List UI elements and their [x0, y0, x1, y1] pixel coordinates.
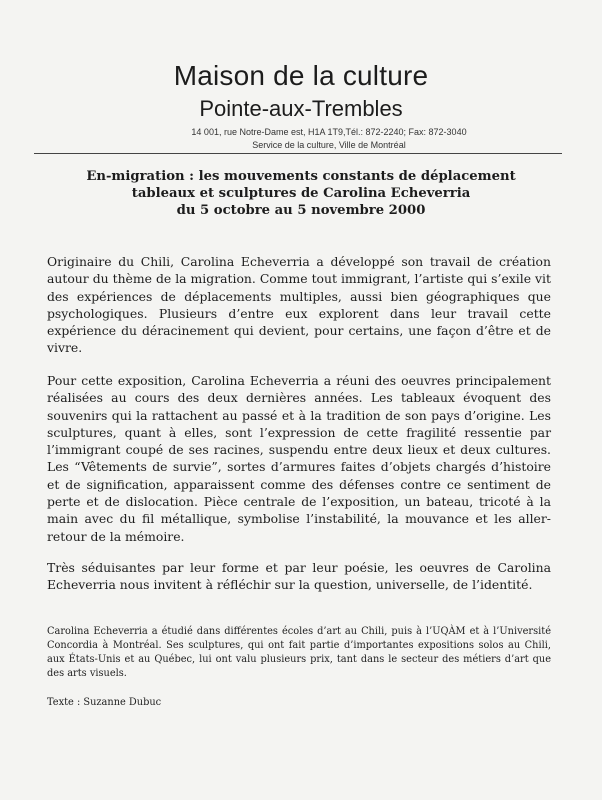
body-paragraph-3: Très séduisantes par leur forme et par leur poésie, les oeuvres de Carolina Echeverria nous invitent à réfléchir sur la question, universelle, de l’identité.	[47, 560, 551, 593]
body-paragraph-2: Pour cette exposition, Carolina Echeverria a réuni des oeuvres principalement réalisées au cours des deux dernières années. Les tableaux évoquent des souvenirs qui la rattachent au passé et à la tradition de son pays d’origine. Les sculptures, quant à elles, sont l’expression de cette fragilité ressentie par l’immigrant coupé de ses racines, suspendu entre deux lieux et deux cultures. Les “Vêtements de survie”, sortes d’armures faites d’objets chargés d’histoire et de signification, apparaissent comme des défenses contre ce sentiment de perte et de dislocation. Pièce centrale de l’exposition, un bateau, tricoté à la main avec du fil métallique, symbolise l’instabilité, la mouvance et les aller-retour de la mémoire.	[47, 373, 551, 544]
exhibition-dates: du 5 octobre au 5 novembre 2000	[176, 203, 426, 218]
header-divider	[34, 153, 562, 154]
service-line: Service de la culture, Ville de Montréal	[252, 140, 406, 150]
organization-subtitle: Pointe-aux-Trembles	[199, 96, 403, 121]
body-paragraph-1: Originaire du Chili, Carolina Echeverria a développé son travail de création autour du thème de la migration. Comme tout immigrant, l’artiste qui s’exile vit des expériences de déplacements multiples, aussi bien géographiques que psychologiques. Plusieurs d’entre eux explorent dans leur travail cette expérience du déracinement qui devient, pour certains, une façon d’être et de vivre.	[47, 254, 551, 356]
address-line: 14 001, rue Notre-Dame est, H1A 1T9,Tél.: 872-2240; Fax: 872-3040	[191, 127, 467, 137]
organization-title: Maison de la culture	[173, 60, 429, 91]
artist-bio: Carolina Echeverria a étudié dans différentes écoles d’art au Chili, puis à l’UQÀM et à l’Université Concordia à Montréal. Ses sculptures, qui ont fait partie d’importantes expositions solos au Chili, aux États-Unis et au Québec, lui ont valu plusieurs prix, tant dans le secteur des métiers d’art que des arts visuels.	[47, 626, 551, 679]
exhibition-title: En-migration : les mouvements constants de déplacement	[86, 169, 516, 184]
exhibition-subtitle: tableaux et sculptures de Carolina Echeverria	[131, 186, 471, 201]
text-credit: Texte : Suzanne Dubuc	[47, 697, 162, 708]
